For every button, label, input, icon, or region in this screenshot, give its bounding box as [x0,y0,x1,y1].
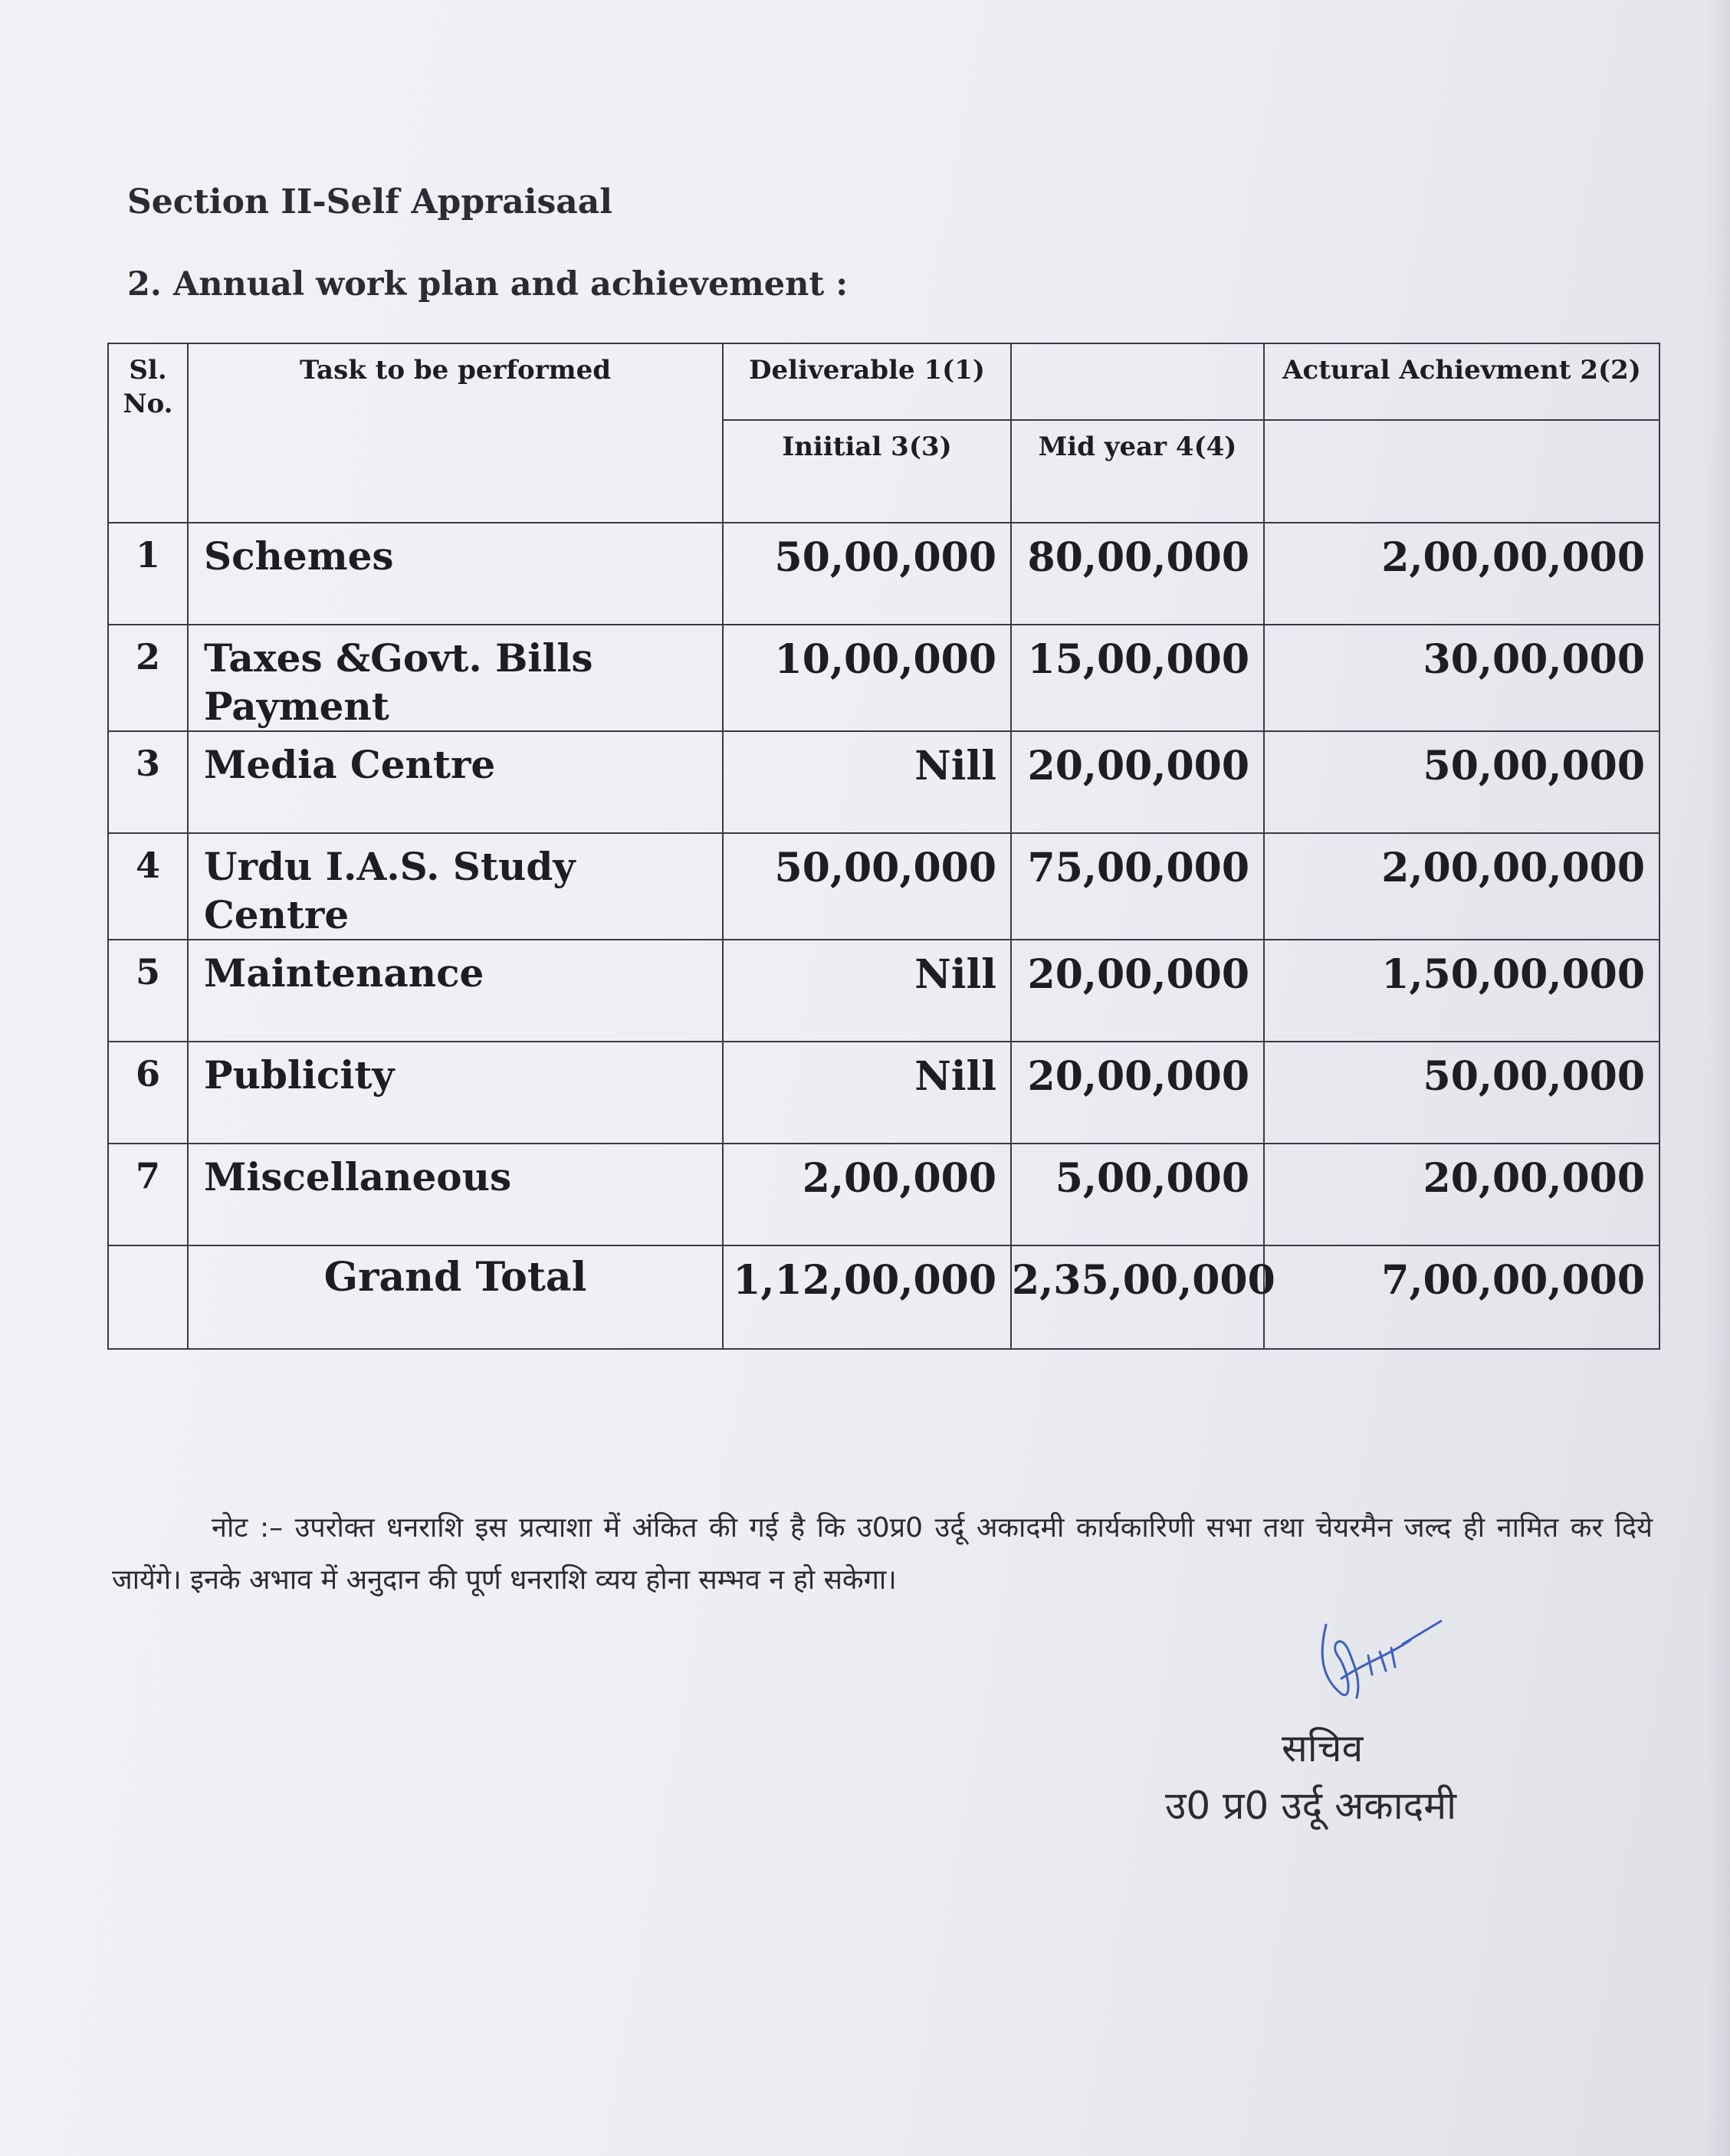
row-mid-year: 20,00,000 [1011,731,1264,833]
row-mid-year: 20,00,000 [1011,940,1264,1042]
section-title: Section II-Self Appraisaal [127,182,612,222]
table-row [108,1144,1659,1245]
row-task: Publicity [188,1042,723,1144]
table-row [108,1042,1659,1144]
row-actual: 30,00,000 [1264,625,1659,731]
table-row [108,731,1659,833]
row-actual: 2,00,00,000 [1264,833,1659,940]
header-actual-blank [1264,420,1659,523]
row-sl: 6 [108,1042,188,1144]
row-initial: 50,00,000 [723,523,1011,625]
row-initial: Nill [723,1042,1011,1144]
header-initial: Iniitial 3(3) [723,420,1011,523]
table-header-row [108,343,1659,420]
table-row [108,523,1659,625]
page-edge-shadow [1707,0,1730,2156]
header-task: Task to be performed [188,343,723,523]
row-mid-year: 15,00,000 [1011,625,1264,731]
row-task: Maintenance [188,940,723,1042]
row-actual: 50,00,000 [1264,731,1659,833]
row-actual: 2,00,00,000 [1264,523,1659,625]
row-mid-year: 5,00,000 [1011,1144,1264,1245]
signatory-title: सचिव [1282,1726,1364,1770]
handwritten-signature [1295,1610,1449,1724]
total-mid-year: 2,35,00,000 [1011,1245,1264,1349]
table-row [108,940,1659,1042]
row-task: Schemes [188,523,723,625]
signatory-organization: उ0 प्र0 उर्दू अकादमी [1165,1784,1457,1828]
work-plan-table [107,343,1660,1350]
header-blank [1011,343,1264,420]
header-mid-year: Mid year 4(4) [1011,420,1264,523]
row-mid-year: 80,00,000 [1011,523,1264,625]
row-sl: 7 [108,1144,188,1245]
row-initial: Nill [723,731,1011,833]
row-actual: 1,50,00,000 [1264,940,1659,1042]
row-task: Miscellaneous [188,1144,723,1245]
header-deliverable: Deliverable 1(1) [723,343,1011,420]
row-sl: 1 [108,523,188,625]
total-sl-blank [108,1245,188,1349]
row-actual: 50,00,000 [1264,1042,1659,1144]
row-task: Media Centre [188,731,723,833]
subheading: 2. Annual work plan and achievement : [127,265,849,304]
total-actual: 7,00,00,000 [1264,1245,1659,1349]
row-initial: 10,00,000 [723,625,1011,731]
row-sl: 3 [108,731,188,833]
hindi-note: नोट :– उपरोक्त धनराशि इस प्रत्याशा में अंकित की गई है कि उ0प्र0 उर्दू अकादमी कार्यकारिणी सभा तथा चेयरमैन जल्द ही नामित कर दिये जायेंगे। इनके अभाव में अनुदान की पूर्ण धनराशि व्यय होना सम्भव न हो सकेगा। [112,1512,1653,1596]
row-initial: Nill [723,940,1011,1042]
row-sl: 4 [108,833,188,940]
row-initial: 2,00,000 [723,1144,1011,1245]
row-actual: 20,00,000 [1264,1144,1659,1245]
row-sl: 2 [108,625,188,731]
table-row [108,625,1659,731]
row-mid-year: 20,00,000 [1011,1042,1264,1144]
table-row [108,833,1659,940]
row-mid-year: 75,00,000 [1011,833,1264,940]
header-actual: Actural Achievment 2(2) [1264,343,1659,420]
row-task: Urdu I.A.S. Study Centre [188,833,723,940]
total-initial: 1,12,00,000 [723,1245,1011,1349]
header-sl-no: Sl. No. [108,343,188,523]
row-sl: 5 [108,940,188,1042]
total-label: Grand Total [188,1245,723,1349]
total-row [108,1245,1659,1349]
row-task: Taxes &Govt. Bills Payment [188,625,723,731]
row-initial: 50,00,000 [723,833,1011,940]
